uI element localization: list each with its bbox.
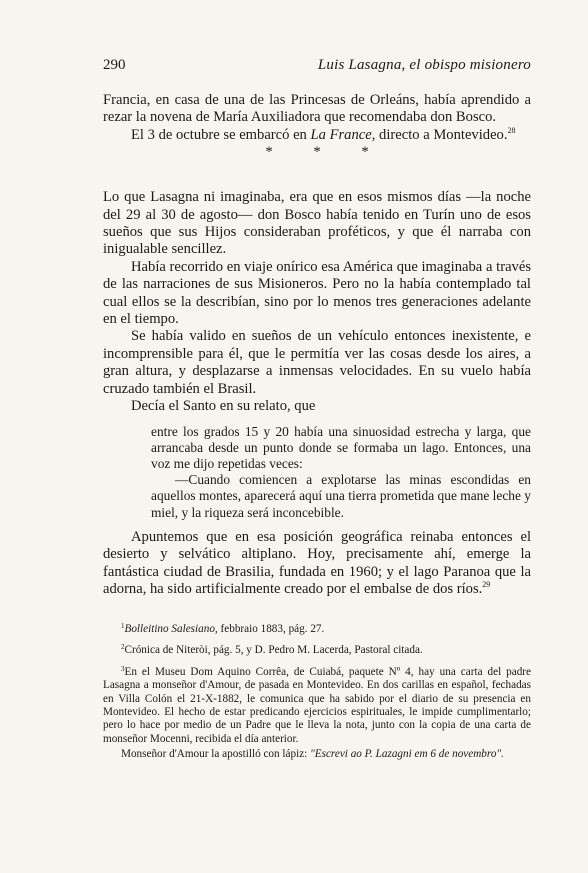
paragraph-1: Francia, en casa de una de las Princesas de Orleáns, había aprendido a rezar la novena de María Auxiliadora que recomendaba don Bosco. — [103, 92, 531, 126]
section-separator: * * * — [265, 144, 369, 161]
footnote-ref-29: 29 — [482, 579, 491, 589]
page-header — [103, 57, 531, 74]
paragraph-5: Se había valido en sueños de un vehículo entonces inexistente, e incomprensible para él, que le permitía ver las cosas desde los aires, a gran altura, y desplazarse a inmensas velocidades. En su vuelo había cruzado también el Brasil. — [103, 328, 531, 397]
quote-paragraph-2: —Cuando comiencen a explotarse las minas escondidas en aquellos montes, aparecerá aquí una tierra prometida que mane leche y miel, y la riqueza será inconcebible. — [151, 472, 531, 520]
paragraph-7: Apuntemos que en esa posición geográfica reinaba entonces el desierto y selvático altiplano. Hoy, precisamente ahí, emerge la fantástica ciudad de Brasilia, fundada en 1960; y el lago Paranoa que la adorna, ha sido artificialmente creado por el embalse de dos ríos.$^{29}$ — [103, 528, 531, 597]
footnote-1: $^1$Bolleitino Salesiano, febbraio 1883, pág. 27. — [121, 622, 325, 635]
paragraph-4: Había recorrido en viaje onírico esa América que imaginaba a través de las narraciones de sus Misioneros. Pero no la había contemplado tal cual ellos se la describían, sino por lo menos tres generaciones adelante en el tiempo. — [103, 258, 531, 328]
paragraph-6: Decía el Santo en su relato, que — [131, 398, 316, 415]
footnotes — [103, 623, 531, 770]
running-title: Luis Lasagna, el obispo misionero — [317, 57, 531, 73]
ship-name: La France — [310, 126, 372, 143]
block-quote — [151, 424, 531, 521]
paragraph-2: El 3 de octubre se embarcó en La France, directo a Montevideo.$^{28}$ — [131, 125, 516, 143]
footnote-ref-28: 28 — [507, 125, 516, 135]
paragraph-3: Lo que Lasagna ni imaginaba, era que en esos mismos días —la noche del 29 al 30 de agosto— don Bosco había tenido en Turín uno de esos sueños que sus Hijos consideraban proféticos, y que él narraba con inigualable sencillez. — [103, 189, 531, 258]
main-text — [103, 92, 531, 598]
page-number: 290 — [103, 57, 126, 73]
footnote-3-continuation: Monseñor d'Amour la apostilló con lápiz: "Escrevi ao P. Lazagni em 6 de novembro". — [121, 748, 504, 761]
footnote-2: $^2$Crónica de Niteròi, pág. 5, y D. Pedro M. Lacerda, Pastoral citada. — [121, 643, 423, 657]
footnote-3: $^3$En el Museu Dom Aquino Corrêa, de Cuiabá, paquete Nº 4, hay una carta del padre Lasagna a monseñor d'Amour, de pasada en Montevideo. En dos carillas en español, fechadas en Villa Colón el 21-X-1882, le comunica que ha sabido por el diario de su presencia en Montevideo. El hecho de estar predicando ejercicios espirituales, le impide cumplimentarlo; pero lo hace por medio de un Padre que le lleva la nota, junto con la copia de una carta de monseñor Mocenni, recibida el día anterior. — [103, 664, 531, 745]
quote-paragraph-1: entre los grados 15 y 20 había una sinuosidad estrecha y larga, que arrancaba desde un punto donde se formaba un lago. Entonces, una voz me dijo repetidas veces: — [151, 423, 531, 471]
